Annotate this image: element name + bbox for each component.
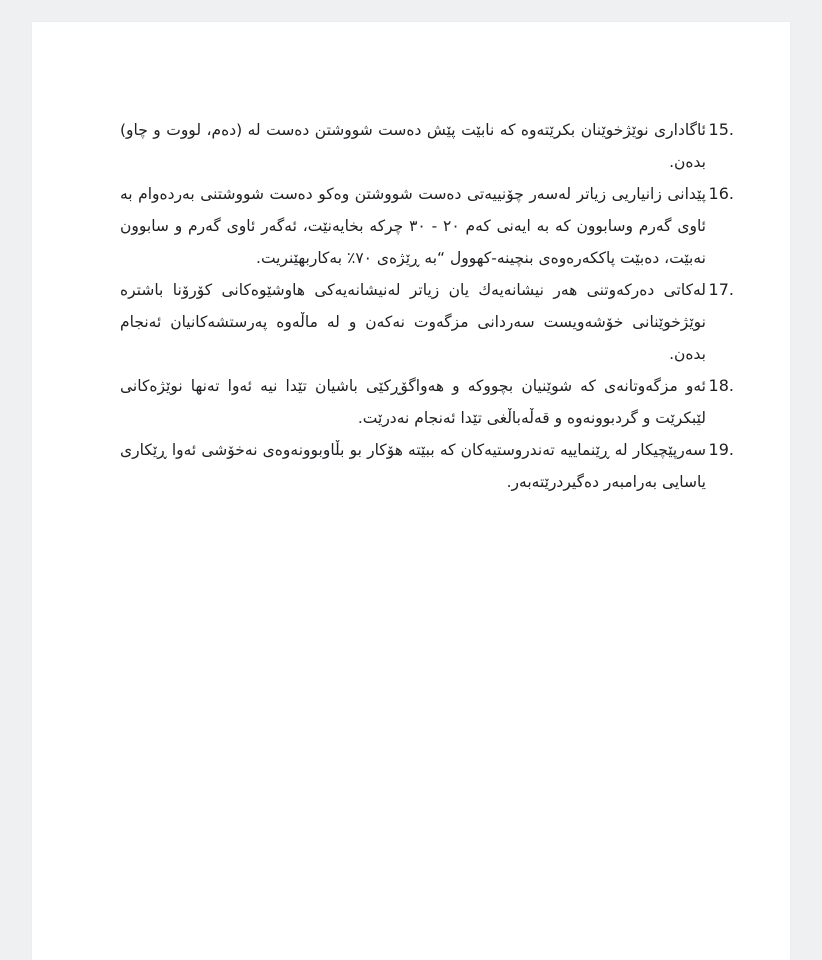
list-item-17	[120, 274, 734, 370]
list-item-18	[120, 370, 734, 434]
list-item-19	[120, 434, 734, 498]
list-item-number: 15.	[708, 120, 734, 139]
list-item-text: پێدانی زانیاریی زیاتر لەسەر چۆنییەتی دەست شووشتن وەکو دەست شووشتنی بەردەوام بە ئاوی گەرم وسابوون کە بە ایەنی کەم ٢٠ - ٣٠ چرکە بخایەنێت، ئەگەر ئاوی گەرم و سابوون نەبێت، دەبێت پاککەرەوەی بنچینە-کهوول “بە ڕێژەی ٧٠٪ بەکاربهێنریت.	[120, 185, 706, 267]
list-item-number: 17.	[708, 280, 734, 299]
document-page	[32, 22, 790, 960]
numbered-list	[120, 114, 734, 498]
list-item-number: 16.	[708, 184, 734, 203]
list-item-text: سەرپێچیکار لە ڕێنماییە تەندروستیەکان کە ببێتە هۆکار بو بڵاوبوونەوەی نەخۆشی ئەوا ڕێکاری یاسایی بەرامبەر دەگیردرێتەبەر.	[120, 441, 706, 491]
list-item-15	[120, 114, 734, 178]
list-item-16	[120, 178, 734, 274]
list-item-number: 18.	[708, 376, 734, 395]
list-item-text: ئاگاداری نوێژخوێنان بکرێتەوە کە نابێت پێش دەست شووشتن دەست لە (دەم، لووت و چاو) بدەن.	[120, 121, 706, 171]
list-item-text: لەکاتی دەرکەوتنی هەر نیشانەیەك یان زیاتر لەنیشانەیەکی هاوشێوەکانی کۆرۆنا باشترە نوێژخوێنانی خۆشەویست سەردانی مزگەوت نەکەن و لە ماڵەوە پەرستشەکانیان ئەنجام بدەن.	[120, 281, 706, 363]
list-item-text: ئەو مزگەوتانەی کە شوێنیان بچووکە و هەواگۆڕکێی باشیان تێدا نیە ئەوا تەنها نوێژەکانی لێبکرێت و گردبوونەوە و قەڵەباڵغی تێدا ئەنجام نەدرێت.	[120, 377, 706, 427]
list-item-number: 19.	[708, 440, 734, 459]
